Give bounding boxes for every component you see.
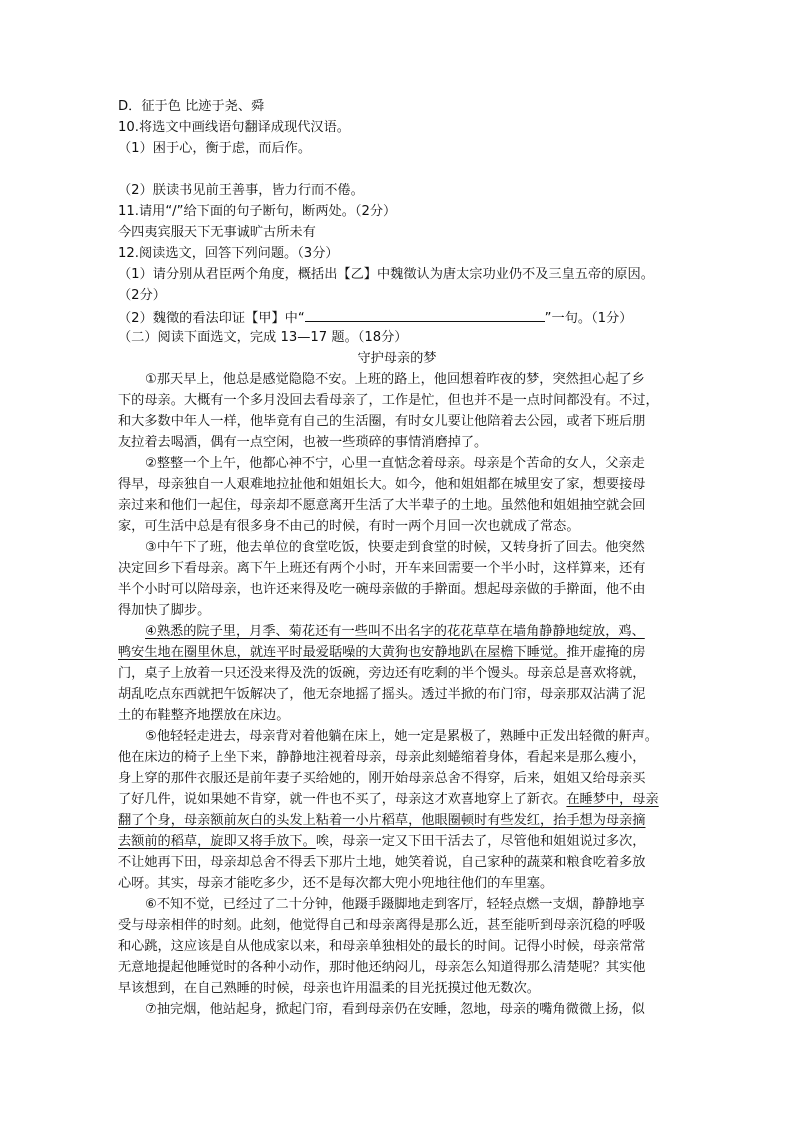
paragraph-line: 下的母亲。大概有一个多月没回去看母亲了，工作是忙，但也并不是一点时间都没有。不过， <box>118 393 659 408</box>
underlined-line: 翻了个身，母亲额前灰白的头发上粘着一小片稻草，他眼圈顿时有些发红，抬手想为母亲摘 <box>118 813 646 828</box>
paragraph-line <box>118 643 646 663</box>
paragraph-line: 门，桌子上放着一只还没来得及洗的饭碗，旁边还有吃剩的半个馒头。母亲总是喜欢将就， <box>118 666 646 681</box>
article-title: 守护母亲的梦 <box>357 351 437 366</box>
paragraph-line: 得早，母亲独自一人艰难地拉扯他和姐姐长大。如今，他和姐姐都在城里安了家，想要接母 <box>118 477 646 492</box>
paragraph-line: 亲过来和他们一起住，母亲却不愿意离开生活了大半辈子的土地。虽然他和姐姐抽空就会回 <box>118 498 646 513</box>
paragraph-line <box>118 790 659 810</box>
question-12: 12.阅读选文，回答下列问题。（3分） <box>118 246 339 261</box>
paragraph-line: 身上穿的那件衣服还是前年妻子买给她的，刚开始母亲总舍不得穿，后来，姐姐又给母亲买 <box>118 771 646 786</box>
paragraph-line: 土的布鞋整齐地摆放在床边。 <box>118 708 290 723</box>
paragraph-line: 家，可生活中总是有很多身不由己的时候，有时一两个月回一次也就成了常态。 <box>118 519 580 534</box>
underlined-sentence: 鸭安生地在圈里休息，就连平时最爱聒噪的大黄狗也安静地趴在屋檐下睡觉。 <box>118 645 567 660</box>
line-start: 了好几件，说如果她不肯穿，就一件也不买了，母亲这才欢喜地穿上了新衣。 <box>118 792 567 807</box>
line-remainder: 推开虚掩的房 <box>566 645 646 660</box>
paragraph-line: ⑤他轻轻走进去，母亲背对着他躺在床上，她一定是累极了，熟睡中正发出轻微的鼾声。 <box>145 729 658 744</box>
paragraph-line: 得加快了脚步。 <box>118 603 211 618</box>
underlined-line: ④熟悉的院子里，月季、菊花还有一些叫不出名字的花花草草在墙角静静地绽放，鸡、 <box>145 624 645 639</box>
paragraph-line: 他在床边的椅子上坐下来，静静地注视着母亲，母亲此刻蜷缩着身体，看起来是那么瘦小， <box>118 750 646 765</box>
paragraph-line: 早该想到，在自己熟睡的时候，母亲也许用温柔的目光抚摸过他无数次。 <box>118 981 540 996</box>
paragraph-line <box>118 832 646 852</box>
question-10: 10.将选文中画线语句翻译成现代汉语。 <box>118 120 350 135</box>
paragraph-line: 不让她再下田，母亲却总舍不得丢下那片土地，她笑着说，自己家种的蔬菜和粮食吃着多放 <box>118 855 646 870</box>
paragraph-line: 半个小时可以陪母亲，也许还来得及吃一碗母亲做的手擀面。想起母亲做的手擀面，他不由 <box>118 582 646 597</box>
line-remainder: 唉，母亲一定又下田干活去了，尽管他和姐姐说过多次， <box>315 834 646 849</box>
question-12-part-2-prefix: （2）魏徵的看法印证【甲】中“ <box>118 311 305 326</box>
question-12-part-2-suffix: ”一句。（1分） <box>544 311 633 326</box>
question-11-sentence: 今四夷宾服天下无事诚旷古所未有 <box>118 225 316 240</box>
paragraph-line: 无意地提起他睡觉时的各种小动作，那时他还纳闷儿，母亲怎么知道得那么清楚呢？其实他 <box>118 960 646 975</box>
paragraph-line: 决定回乡下看母亲。离下午上班还有两个小时，开车来回需要一个半小时，这样算来，还有 <box>118 561 646 576</box>
paragraph-line: 和大多数中年人一样，他毕竟有自己的生活圈，有时女儿要让他陪着去公园，或者下班后朋 <box>118 414 646 429</box>
paragraph-line: ⑦抽完烟，他站起身，掀起门帘，看到母亲仍在安睡，忽地，母亲的嘴角微微上扬，似 <box>145 1002 645 1017</box>
paragraph-line: 友拉着去喝酒，偶有一点空闲，也被一些琐碎的事情消磨掉了。 <box>118 435 488 450</box>
section-2-heading: （二）阅读下面选文，完成 13—17 题。（18分） <box>118 330 408 345</box>
paragraph-line: ①那天早上，他总是感觉隐隐不安。上班的路上，他回想着昨夜的梦，突然担心起了乡 <box>145 372 645 387</box>
paragraph-line: 和心跳，这应该是自从他成家以来，和母亲单独相处的最长的时间。记得小时候，母亲常常 <box>118 939 646 954</box>
question-12-part-1: （1）请分别从君臣两个角度，概括出【乙】中魏徵认为唐太宗功业仍不及三皇五帝的原因。 <box>118 267 654 282</box>
paragraph-line: ③中午下了班，他去单位的食堂吃饭，快要走到食堂的时候，又转身折了回去。他突然 <box>145 540 645 555</box>
underlined-sentence: 去额前的稻草，旋即又将手放下。 <box>118 834 316 849</box>
paragraph-line: ②整整一个上午，他都心神不宁，心里一直惦念着母亲。母亲是个苦命的女人，父亲走 <box>145 456 645 471</box>
answer-blank[interactable] <box>305 307 545 322</box>
question-12-part-1-score: （2分） <box>118 288 166 303</box>
question-12-part-2 <box>118 307 632 329</box>
option-d: D．征于色 比迹于尧、舜 <box>118 99 265 114</box>
paragraph-line: 心呀。其实，母亲才能吃多少，还不是每次都大兜小兜地往他们的车里塞。 <box>118 876 554 891</box>
paragraph-line: 胡乱吃点东西就把午饭解决了，他无奈地摇了摇头。透过半掀的布门帘，母亲那双沾满了泥 <box>118 687 646 702</box>
question-10-part-2: （2）朕读书见前王善事，皆力行而不倦。 <box>118 183 364 198</box>
paragraph-line: 受与母亲相伴的时刻。此刻，他觉得自己和母亲离得是那么近，甚至能听到母亲沉稳的呼吸 <box>118 918 646 933</box>
question-11: 11.请用“/”给下面的句子断句，断两处。（2分） <box>118 204 397 219</box>
question-10-part-1: （1）困于心，衡于虑，而后作。 <box>118 141 312 156</box>
paragraph-line: ⑥不知不觉，已经过了二十分钟，他蹑手蹑脚地走到客厅，轻轻点燃一支烟，静静地享 <box>145 897 645 912</box>
underlined-sentence: 在睡梦中，母亲 <box>566 792 659 807</box>
